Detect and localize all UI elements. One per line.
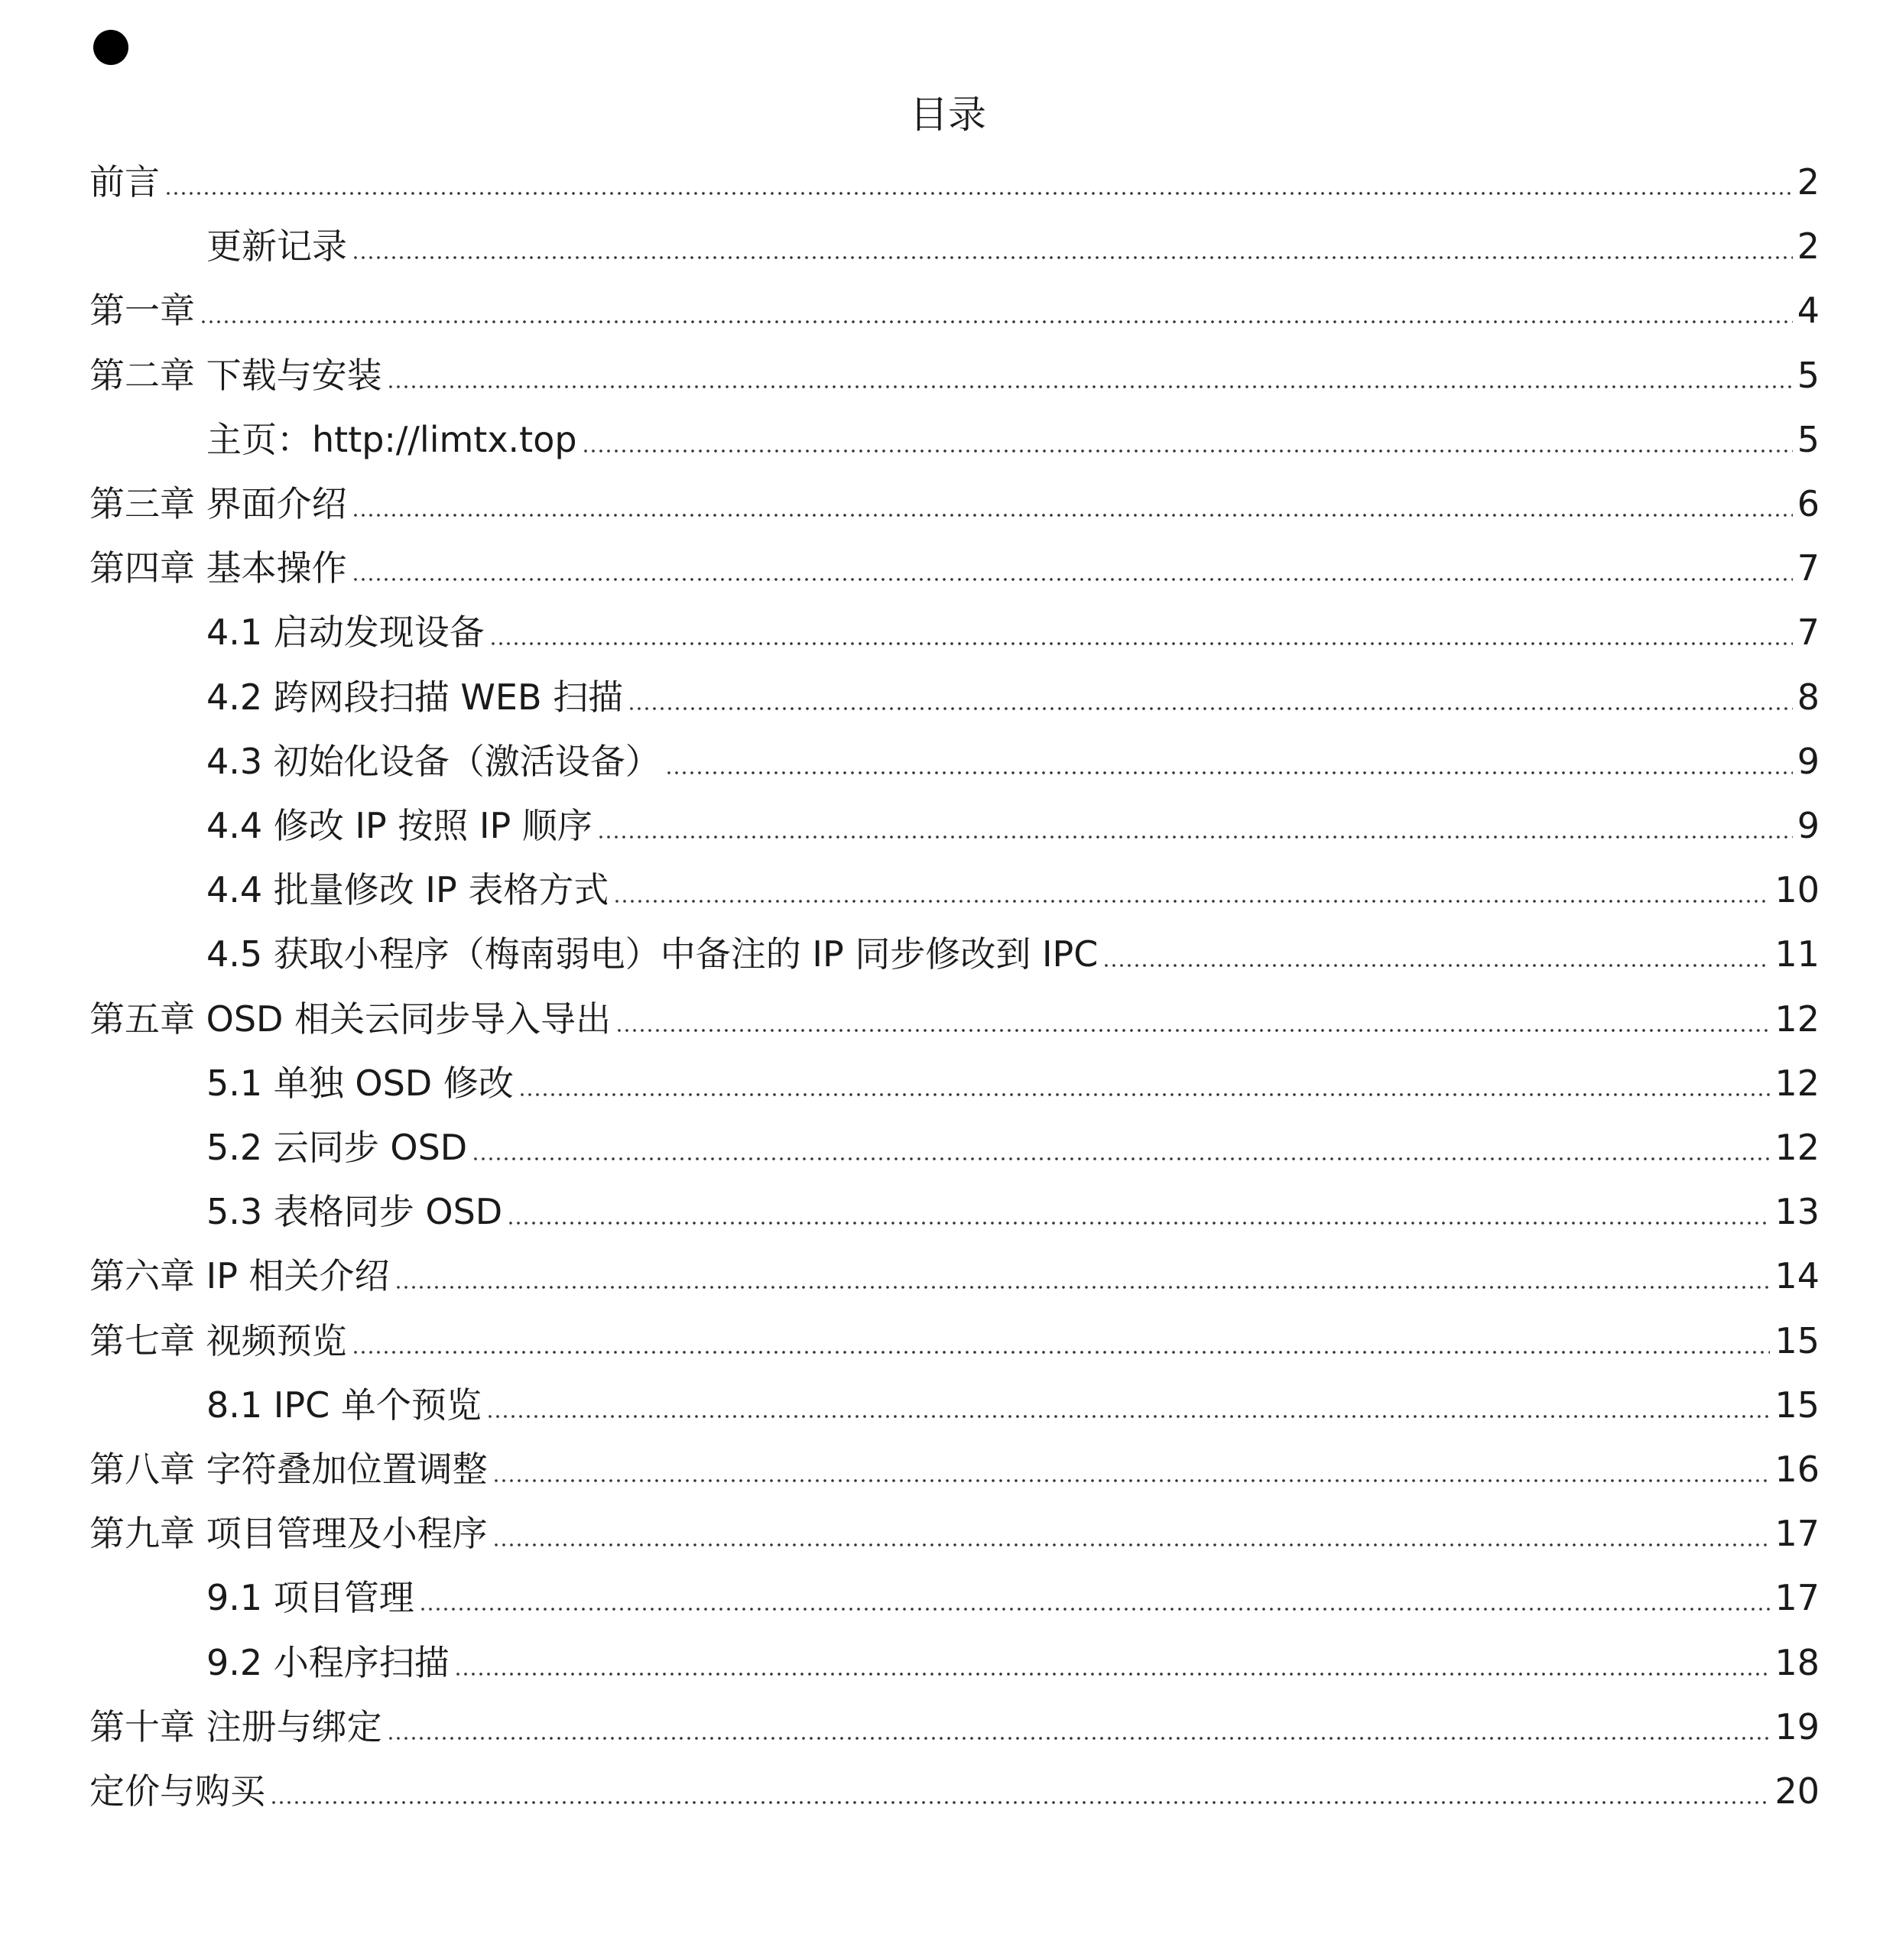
toc-entry-page: 18 — [1774, 1642, 1820, 1683]
toc-entry-label: 第十章 注册与绑定 — [89, 1706, 382, 1747]
toc-entry-page: 4 — [1797, 290, 1820, 331]
dot-leader — [507, 1221, 1770, 1225]
toc-entry[interactable] — [89, 1702, 1820, 1751]
toc-entry-label: 4.1 启动发现设备 — [206, 612, 485, 653]
toc-entry-label: 第八章 字符叠加位置调整 — [89, 1449, 488, 1490]
dot-leader — [387, 385, 1793, 389]
dot-leader — [492, 1543, 1771, 1547]
toc-entry-label: 5.3 表格同步 OSD — [206, 1191, 503, 1232]
dot-leader — [200, 320, 1793, 324]
dot-leader — [486, 1414, 1771, 1419]
toc-entry-page: 9 — [1797, 741, 1820, 782]
toc-entry[interactable] — [206, 608, 1820, 657]
toc-entry-label: 4.4 批量修改 IP 表格方式 — [206, 869, 609, 910]
toc-entry-page: 12 — [1774, 1063, 1820, 1104]
dot-leader — [582, 449, 1793, 453]
toc-entry-page: 2 — [1797, 161, 1820, 203]
toc-entry-label: 第二章 下载与安装 — [89, 355, 382, 396]
toc-entry[interactable] — [206, 1573, 1820, 1622]
dot-leader — [352, 255, 1793, 260]
toc-entry-label: 更新记录 — [206, 226, 347, 267]
dot-leader — [352, 513, 1793, 518]
dot-leader — [394, 1285, 1771, 1290]
toc-entry[interactable] — [89, 479, 1820, 528]
dot-leader — [1102, 963, 1770, 968]
toc-entry[interactable] — [89, 286, 1820, 335]
bullet-dot-icon — [93, 30, 128, 65]
dot-leader — [628, 706, 1793, 711]
toc-entry-label: 第四章 基本操作 — [89, 547, 347, 589]
toc-entry-label: 第九章 项目管理及小程序 — [89, 1513, 488, 1554]
dot-leader — [419, 1607, 1771, 1611]
toc-entry-page: 5 — [1797, 355, 1820, 396]
toc-entry-page: 8 — [1797, 677, 1820, 718]
toc-entry-page: 2 — [1797, 226, 1820, 267]
toc-entry-label: 9.2 小程序扫描 — [206, 1642, 450, 1683]
toc-entry[interactable] — [206, 865, 1820, 914]
toc-entry-page: 7 — [1797, 612, 1820, 653]
toc-entry[interactable] — [89, 995, 1820, 1043]
toc-entry-label: 4.5 获取小程序（梅南弱电）中备注的 IP 同步修改到 IPC — [206, 933, 1099, 975]
toc-entry[interactable] — [206, 1187, 1820, 1236]
toc-entry[interactable] — [206, 1059, 1820, 1108]
toc-entry-page: 12 — [1774, 998, 1820, 1040]
toc-entry-page: 12 — [1774, 1127, 1820, 1168]
toc-entry[interactable] — [89, 1445, 1820, 1494]
toc-title: 目录 — [910, 92, 986, 137]
dot-leader — [665, 771, 1793, 775]
toc-entry-page: 13 — [1774, 1191, 1820, 1232]
toc-entry-label: 第三章 界面介绍 — [89, 483, 347, 524]
toc-entry-label: 5.2 云同步 OSD — [206, 1127, 468, 1168]
toc-entry-page: 14 — [1774, 1255, 1820, 1296]
toc-entry-page: 11 — [1774, 933, 1820, 975]
toc-entry-label: 4.4 修改 IP 按照 IP 顺序 — [206, 805, 592, 846]
toc-entry-page: 15 — [1774, 1320, 1820, 1361]
toc-entry[interactable] — [89, 1251, 1820, 1300]
toc-entry-label: 第五章 OSD 相关云同步导入导出 — [89, 998, 612, 1040]
dot-leader — [164, 191, 1793, 196]
dot-leader — [613, 899, 1770, 904]
toc-entry-page: 17 — [1774, 1513, 1820, 1554]
dot-leader — [387, 1736, 1771, 1741]
toc-entry-page: 7 — [1797, 547, 1820, 589]
toc-entry[interactable] — [206, 222, 1820, 271]
toc-entry-label: 5.1 单独 OSD 修改 — [206, 1063, 514, 1104]
toc-entry[interactable] — [89, 1316, 1820, 1365]
toc-entry-label: 主页：http://limtx.top — [206, 419, 577, 460]
toc-entry-page: 10 — [1774, 869, 1820, 910]
toc-entry[interactable] — [89, 157, 1820, 206]
toc-entry-label: 9.1 项目管理 — [206, 1577, 414, 1618]
dot-leader — [472, 1157, 1770, 1161]
toc-entry-page: 17 — [1774, 1577, 1820, 1618]
toc-entry-page: 16 — [1774, 1449, 1820, 1490]
toc-entry[interactable] — [89, 544, 1820, 592]
toc-entry-label: 第七章 视频预览 — [89, 1320, 347, 1361]
dot-leader — [597, 835, 1793, 839]
toc-entry[interactable] — [89, 1767, 1820, 1816]
toc-entry[interactable] — [206, 415, 1820, 464]
toc-entry-label: 4.2 跨网段扫描 WEB 扫描 — [206, 677, 624, 718]
toc-entry-page: 6 — [1797, 483, 1820, 524]
toc-entry[interactable] — [206, 673, 1820, 722]
toc-entry-label: 8.1 IPC 单个预览 — [206, 1384, 482, 1426]
toc-entry-page: 19 — [1774, 1706, 1820, 1747]
toc-entry[interactable] — [206, 1123, 1820, 1172]
dot-leader — [352, 577, 1793, 582]
toc-entry[interactable] — [89, 351, 1820, 400]
toc-entry[interactable] — [206, 930, 1820, 978]
dot-leader — [454, 1672, 1771, 1676]
dot-leader — [489, 641, 1793, 646]
dot-leader — [518, 1092, 1771, 1097]
toc-entry-page: 5 — [1797, 419, 1820, 460]
toc-entry-page: 20 — [1774, 1770, 1820, 1812]
toc-entry[interactable] — [89, 1509, 1820, 1558]
dot-leader — [492, 1478, 1771, 1483]
dot-leader — [352, 1350, 1771, 1355]
toc-entry-page: 9 — [1797, 805, 1820, 846]
toc-entry[interactable] — [206, 1381, 1820, 1429]
toc-entry-label: 4.3 初始化设备（激活设备） — [206, 741, 661, 782]
toc-entry-page: 15 — [1774, 1384, 1820, 1426]
toc-entry[interactable] — [206, 737, 1820, 786]
toc-entry[interactable] — [206, 801, 1820, 850]
toc-entry[interactable] — [206, 1638, 1820, 1687]
toc-entry-label: 前言 — [89, 161, 160, 203]
toc-entry-label: 定价与购买 — [89, 1770, 265, 1812]
toc-entry-label: 第一章 — [89, 290, 195, 331]
dot-leader — [270, 1800, 1770, 1805]
dot-leader — [615, 1028, 1770, 1033]
toc-entry-label: 第六章 IP 相关介绍 — [89, 1255, 390, 1296]
